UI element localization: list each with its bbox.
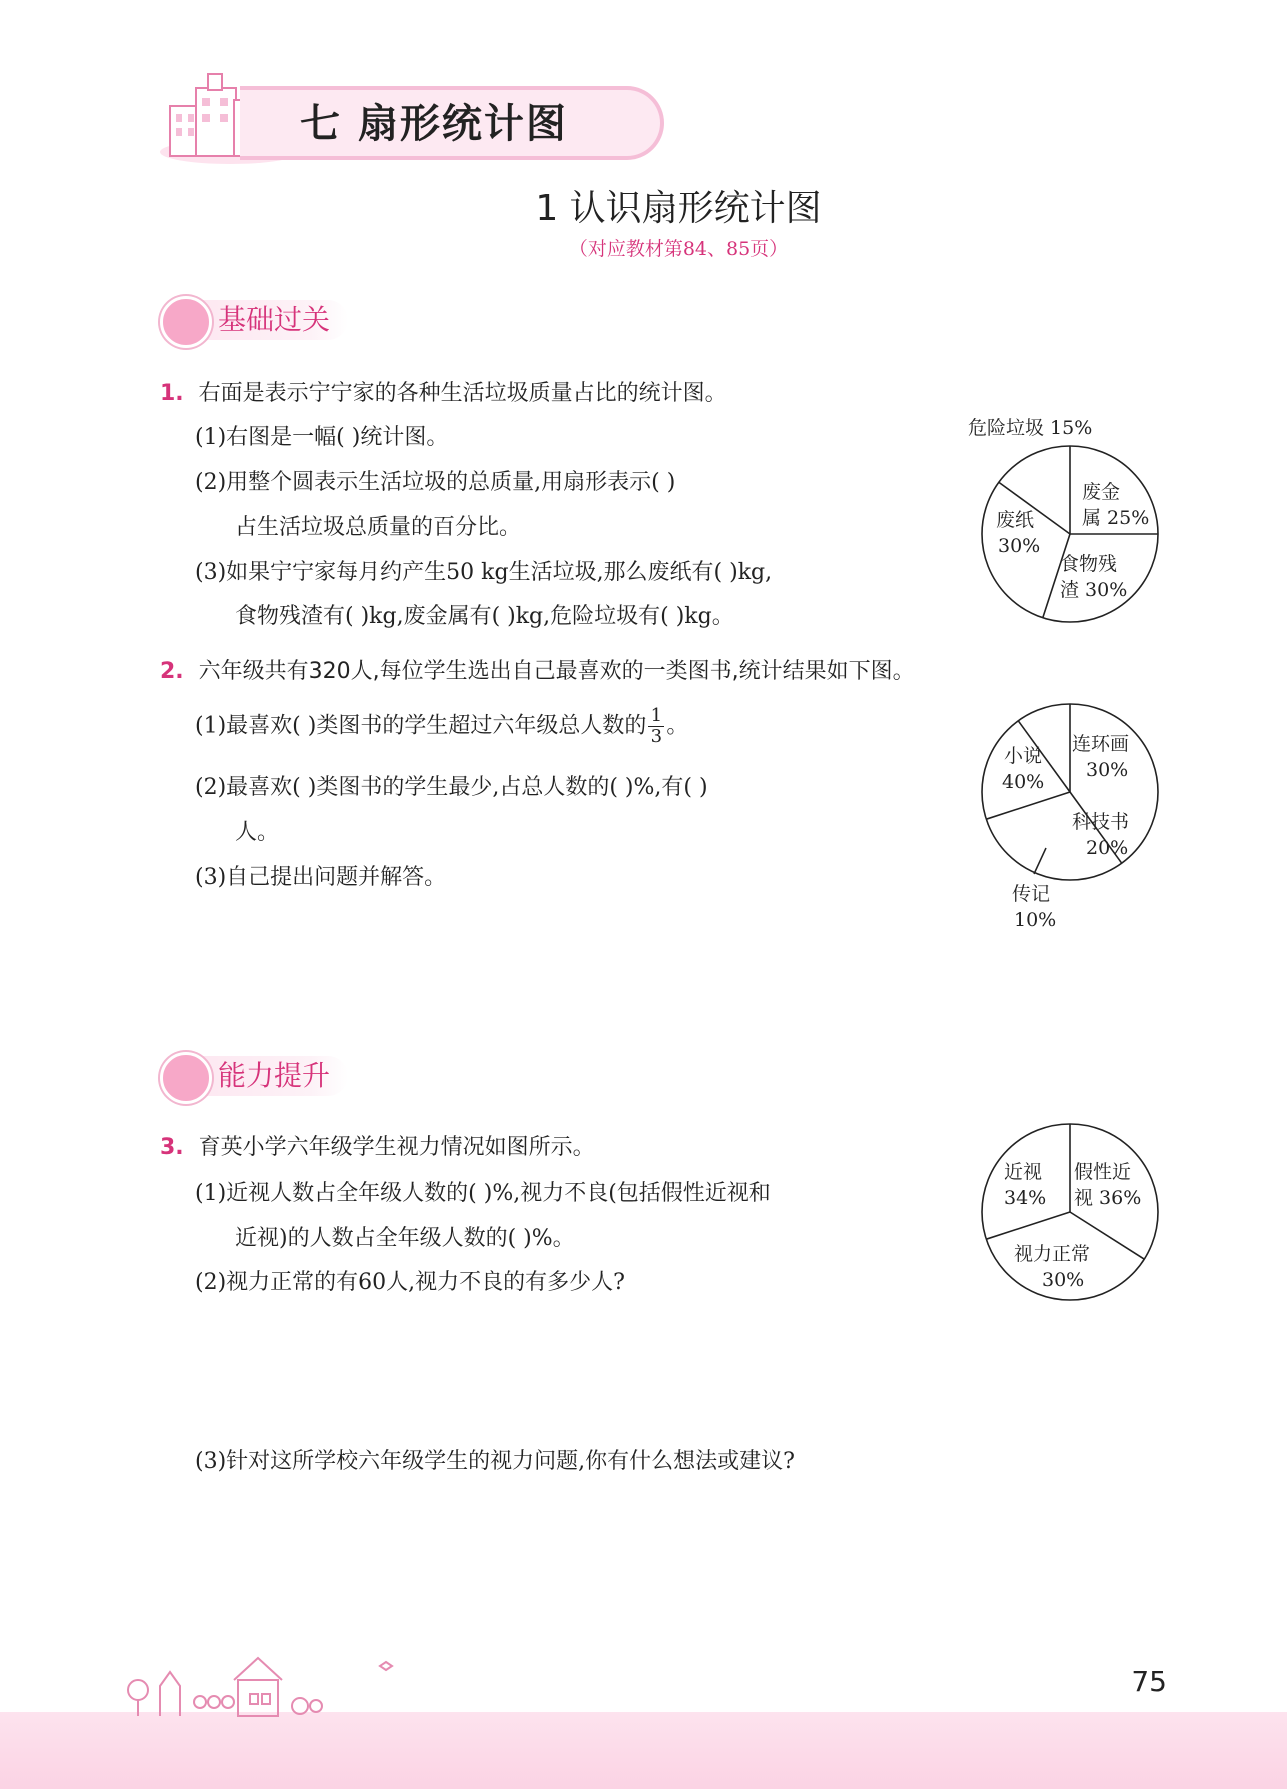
lesson-reference: （对应教材第84、85页） xyxy=(568,238,789,260)
fraction-denominator: 3 xyxy=(650,726,663,747)
q1-label-paper-2: 30% xyxy=(998,535,1041,557)
q1-part2-line2: 占生活垃圾总质量的百分比。 xyxy=(235,515,522,540)
page-number: 75 xyxy=(1131,1665,1167,1698)
q2-part1-end: 。 xyxy=(666,713,689,739)
footer-band xyxy=(0,1712,1287,1789)
q1-label-paper-1: 废纸 xyxy=(996,509,1035,531)
q2-pie-chart xyxy=(960,690,1180,950)
q2-part2-line2: 人。 xyxy=(235,820,280,845)
q2-label-bio-2: 10% xyxy=(1014,909,1057,931)
q3-stem-text: 育英小学六年级学生视力情况如图所示。 xyxy=(198,1135,595,1160)
q1-label-food-1: 食物残 xyxy=(1060,553,1118,575)
q2-label-novel-2: 40% xyxy=(1002,771,1045,793)
mascot-icon xyxy=(160,1052,212,1104)
fraction-one-third xyxy=(648,706,664,747)
q2-label-comic-2: 30% xyxy=(1086,759,1129,781)
q1-part1: (1)右图是一幅( )统计图。 xyxy=(195,425,449,450)
q1-label-food-2: 渣 30% xyxy=(1060,579,1128,601)
q3-stem xyxy=(160,1130,595,1161)
q1-stem-text: 右面是表示宁宁家的各种生活垃圾质量占比的统计图。 xyxy=(198,381,727,406)
q2-stem xyxy=(160,654,915,685)
q3-label-pseudo-2: 视 36% xyxy=(1074,1187,1142,1209)
q2-part3: (3)自己提出问题并解答。 xyxy=(195,865,447,890)
q3-label-myopia-1: 近视 xyxy=(1004,1161,1043,1183)
q2-part1 xyxy=(195,706,688,747)
section-basic-label: 基础过关 xyxy=(218,303,331,336)
q1-label-hazard: 危险垃圾 15% xyxy=(968,417,1093,439)
q2-part1-text: (1)最喜欢( )类图书的学生超过六年级总人数的 xyxy=(195,713,647,739)
q1-part3-line2: 食物残渣有( )kg,废金属有( )kg,危险垃圾有( )kg。 xyxy=(235,604,734,629)
q2-label-comic-1: 连环画 xyxy=(1072,733,1130,755)
q1-pie-chart xyxy=(960,410,1180,630)
q1-label-metal-1: 废金 xyxy=(1082,481,1121,503)
q1-stem xyxy=(160,376,727,407)
section-advanced xyxy=(160,1056,348,1096)
mascot-icon xyxy=(160,296,212,348)
q3-label-pseudo-1: 假性近 xyxy=(1074,1161,1132,1183)
town-illustration-icon xyxy=(120,1650,420,1720)
section-basic xyxy=(160,300,348,340)
q1-label-metal-2: 属 25% xyxy=(1082,507,1150,529)
q2-label-bio-1: 传记 xyxy=(1012,883,1051,905)
q3-part3: (3)针对这所学校六年级学生的视力问题,你有什么想法或建议? xyxy=(195,1449,795,1474)
q3-part2: (2)视力正常的有60人,视力不良的有多少人? xyxy=(195,1270,625,1295)
q3-label-normal-2: 30% xyxy=(1042,1269,1085,1291)
q1-part2-line1: (2)用整个圆表示生活垃圾的总质量,用扇形表示( ) xyxy=(195,470,676,495)
q2-label-novel-1: 小说 xyxy=(1004,745,1043,767)
q1-number: 1. xyxy=(160,381,184,406)
chapter-title: 七 扇形统计图 xyxy=(300,101,568,147)
q1-part3-line1: (3)如果宁宁家每月约产生50 kg生活垃圾,那么废纸有( )kg, xyxy=(195,560,773,585)
q3-pie-chart xyxy=(960,1120,1180,1320)
q3-label-myopia-2: 34% xyxy=(1004,1187,1047,1209)
fraction-numerator: 1 xyxy=(650,705,663,726)
q2-number: 2. xyxy=(160,659,184,684)
q2-label-sci-2: 20% xyxy=(1086,837,1129,859)
q3-part1-line2: 近视)的人数占全年级人数的( )%。 xyxy=(235,1226,575,1251)
q3-part1-line1: (1)近视人数占全年级人数的( )%,视力不良(包括假性近视和 xyxy=(195,1181,771,1206)
q3-label-normal-1: 视力正常 xyxy=(1014,1243,1091,1265)
section-advanced-label: 能力提升 xyxy=(218,1059,331,1092)
q3-number: 3. xyxy=(160,1135,184,1160)
q2-part2-line1: (2)最喜欢( )类图书的学生最少,占总人数的( )%,有( ) xyxy=(195,775,708,800)
lesson-title: 1 认识扇形统计图 xyxy=(535,188,822,229)
q2-label-sci-1: 科技书 xyxy=(1072,811,1130,833)
q2-stem-text: 六年级共有320人,每位学生选出自己最喜欢的一类图书,统计结果如下图。 xyxy=(198,659,915,684)
